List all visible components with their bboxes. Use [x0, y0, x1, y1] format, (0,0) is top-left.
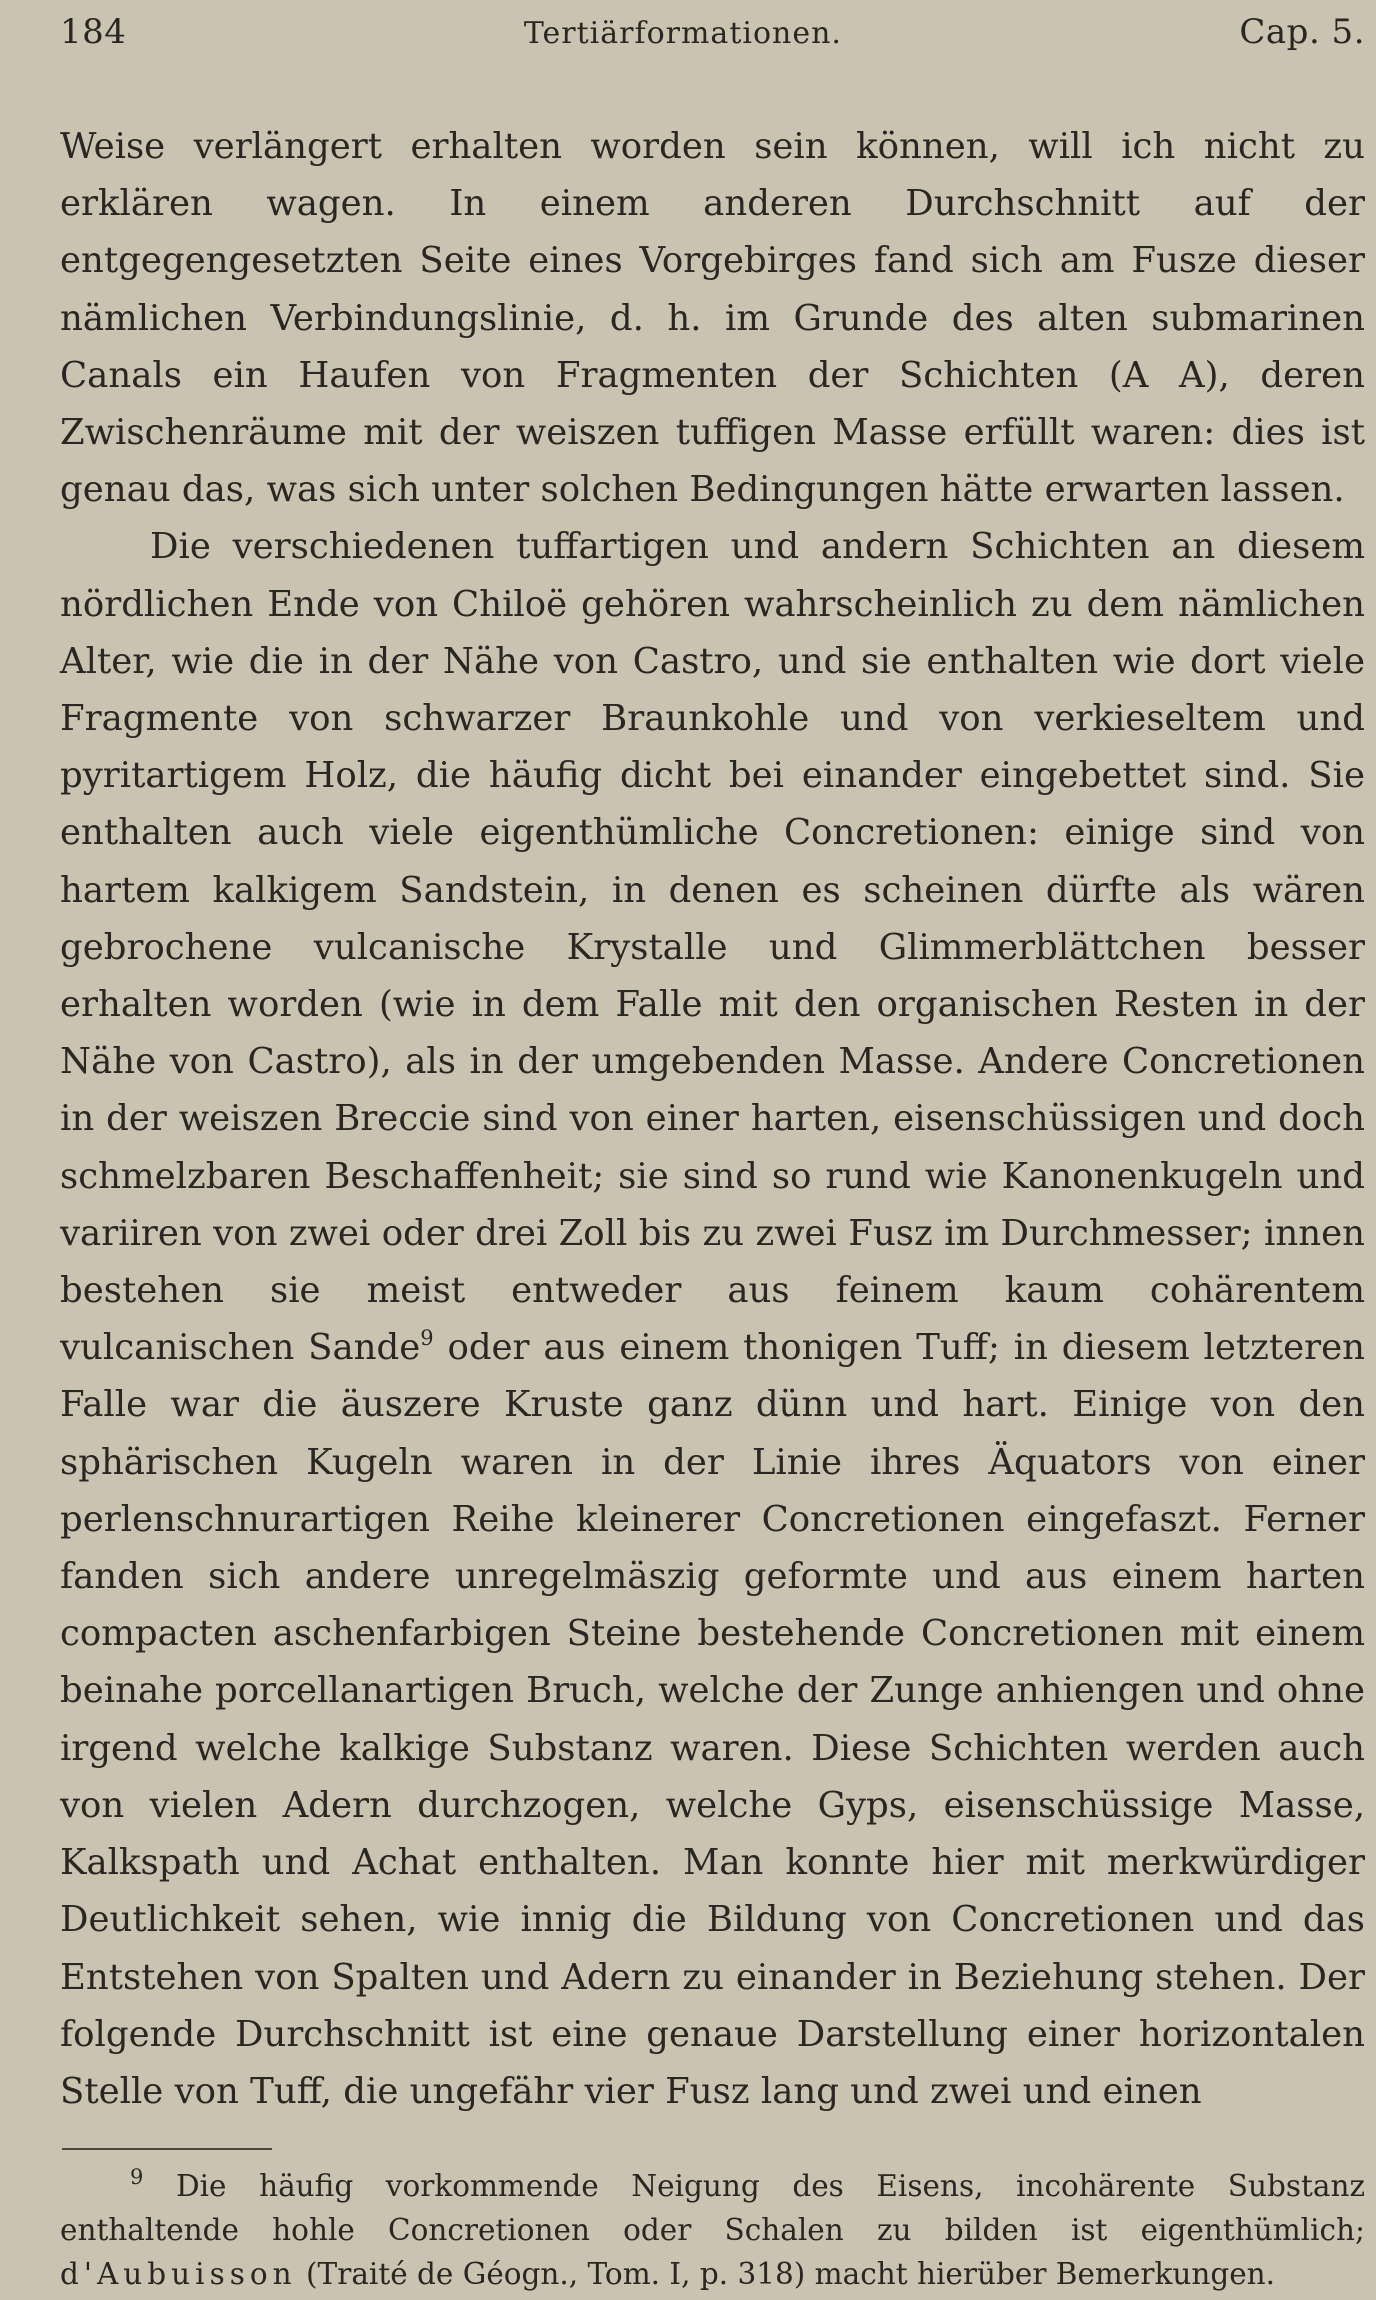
paragraph-continued: Weise verlängert erhalten worden sein können, will ich nicht zu erklären wagen. In einem anderen Durchschnitt auf der entgegengesetzten Seite eines Vorgebirges fand sich am Fusze dieser nämlichen Verbindungslinie, d. h. im Grunde des alten submarinen Canals ein Haufen von Fragmenten der Schichten (A A), deren Zwischenräume mit der weiszen tuffigen Masse erfüllt waren: dies ist genau das, was sich unter solchen Bedingungen hätte erwarten lassen.: [60, 126, 1365, 511]
running-title: Tertiärformationen.: [523, 16, 842, 51]
paragraph-chiloe: [60, 518, 1365, 2120]
running-head: [60, 12, 1365, 74]
footnote-divider: [62, 2148, 272, 2150]
footnote-text-start: Die häufig vorkommende Neigung des Eisens, incohärente Substanz enthaltende hohle Concretionen oder Schalen zu bilden ist eigenthümlich;: [60, 2169, 1365, 2248]
footnote-text-end: (Traité de Géogn., Tom. I, p. 318) macht hierüber Bemerkungen.: [296, 2257, 1276, 2292]
footnote-reference[interactable]: 9: [420, 1326, 434, 1351]
footnote-author: d'Aubuisson: [60, 2257, 297, 2292]
paragraph-text-before-footnote: Die verschiedenen tuffartigen und andern Schichten an diesem nördlichen Ende von Chiloë gehören wahrscheinlich zu dem nämlichen Alter, wie die in der Nähe von Castro, und sie enthalten wie dort viele Fragmente von schwarzer Braunkohle und von verkieseltem und pyritartigem Holz, die häufig dicht bei einander eingebettet sind. Sie enthalten auch viele eigenthümliche Concretionen: einige sind von hartem kalkigem Sandstein, in denen es scheinen dürfte als wären gebrochene vulcanische Krystalle und Glimmerblättchen besser erhalten worden (wie in dem Falle mit den organischen Resten in der Nähe von Castro), als in der umgebenden Masse. Andere Concretionen in der weiszen Breccie sind von einer harten, eisenschüssigen und doch schmelzbaren Beschaffenheit; sie sind so rund wie Kanonenkugeln und variiren von zwei oder drei Zoll bis zu zwei Fusz im Durchmesser; innen bestehen sie meist entweder aus feinem kaum cohärentem vulcanischen Sande: [60, 526, 1365, 1369]
main-text: [60, 118, 1365, 2120]
chapter-label: Cap. 5.: [1239, 12, 1365, 52]
page-number: 184: [60, 12, 127, 52]
paragraph-text-after-footnote: oder aus einem thonigen Tuff; in diesem letzteren Falle war die äuszere Kruste ganz dünn und hart. Einige von den sphärischen Kugeln waren in der Linie ihres Äquators von einer perlenschnurartigen Reihe kleinerer Concretionen eingefaszt. Ferner fanden sich andere unregelmäszig geformte und aus einem harten compacten aschenfarbigen Steine bestehende Concretionen mit einem beinahe porcellanartigen Bruch, welche der Zunge anhiengen und ohne irgend welche kalkige Substanz waren. Diese Schichten werden auch von vielen Adern durchzogen, welche Gyps, eisenschüssige Masse, Kalkspath und Achat enthalten. Man konnte hier mit merkwürdiger Deutlichkeit sehen, wie innig die Bildung von Concretionen und das Entstehen von Spalten und Adern zu einander in Beziehung stehen. Der folgende Durchschnitt ist eine genaue Darstellung einer horizontalen Stelle von Tuff, die ungefähr vier Fusz lang und zwei und einen: [60, 1327, 1365, 2112]
footnote: [60, 2164, 1365, 2296]
footnote-number: 9: [130, 2165, 144, 2190]
